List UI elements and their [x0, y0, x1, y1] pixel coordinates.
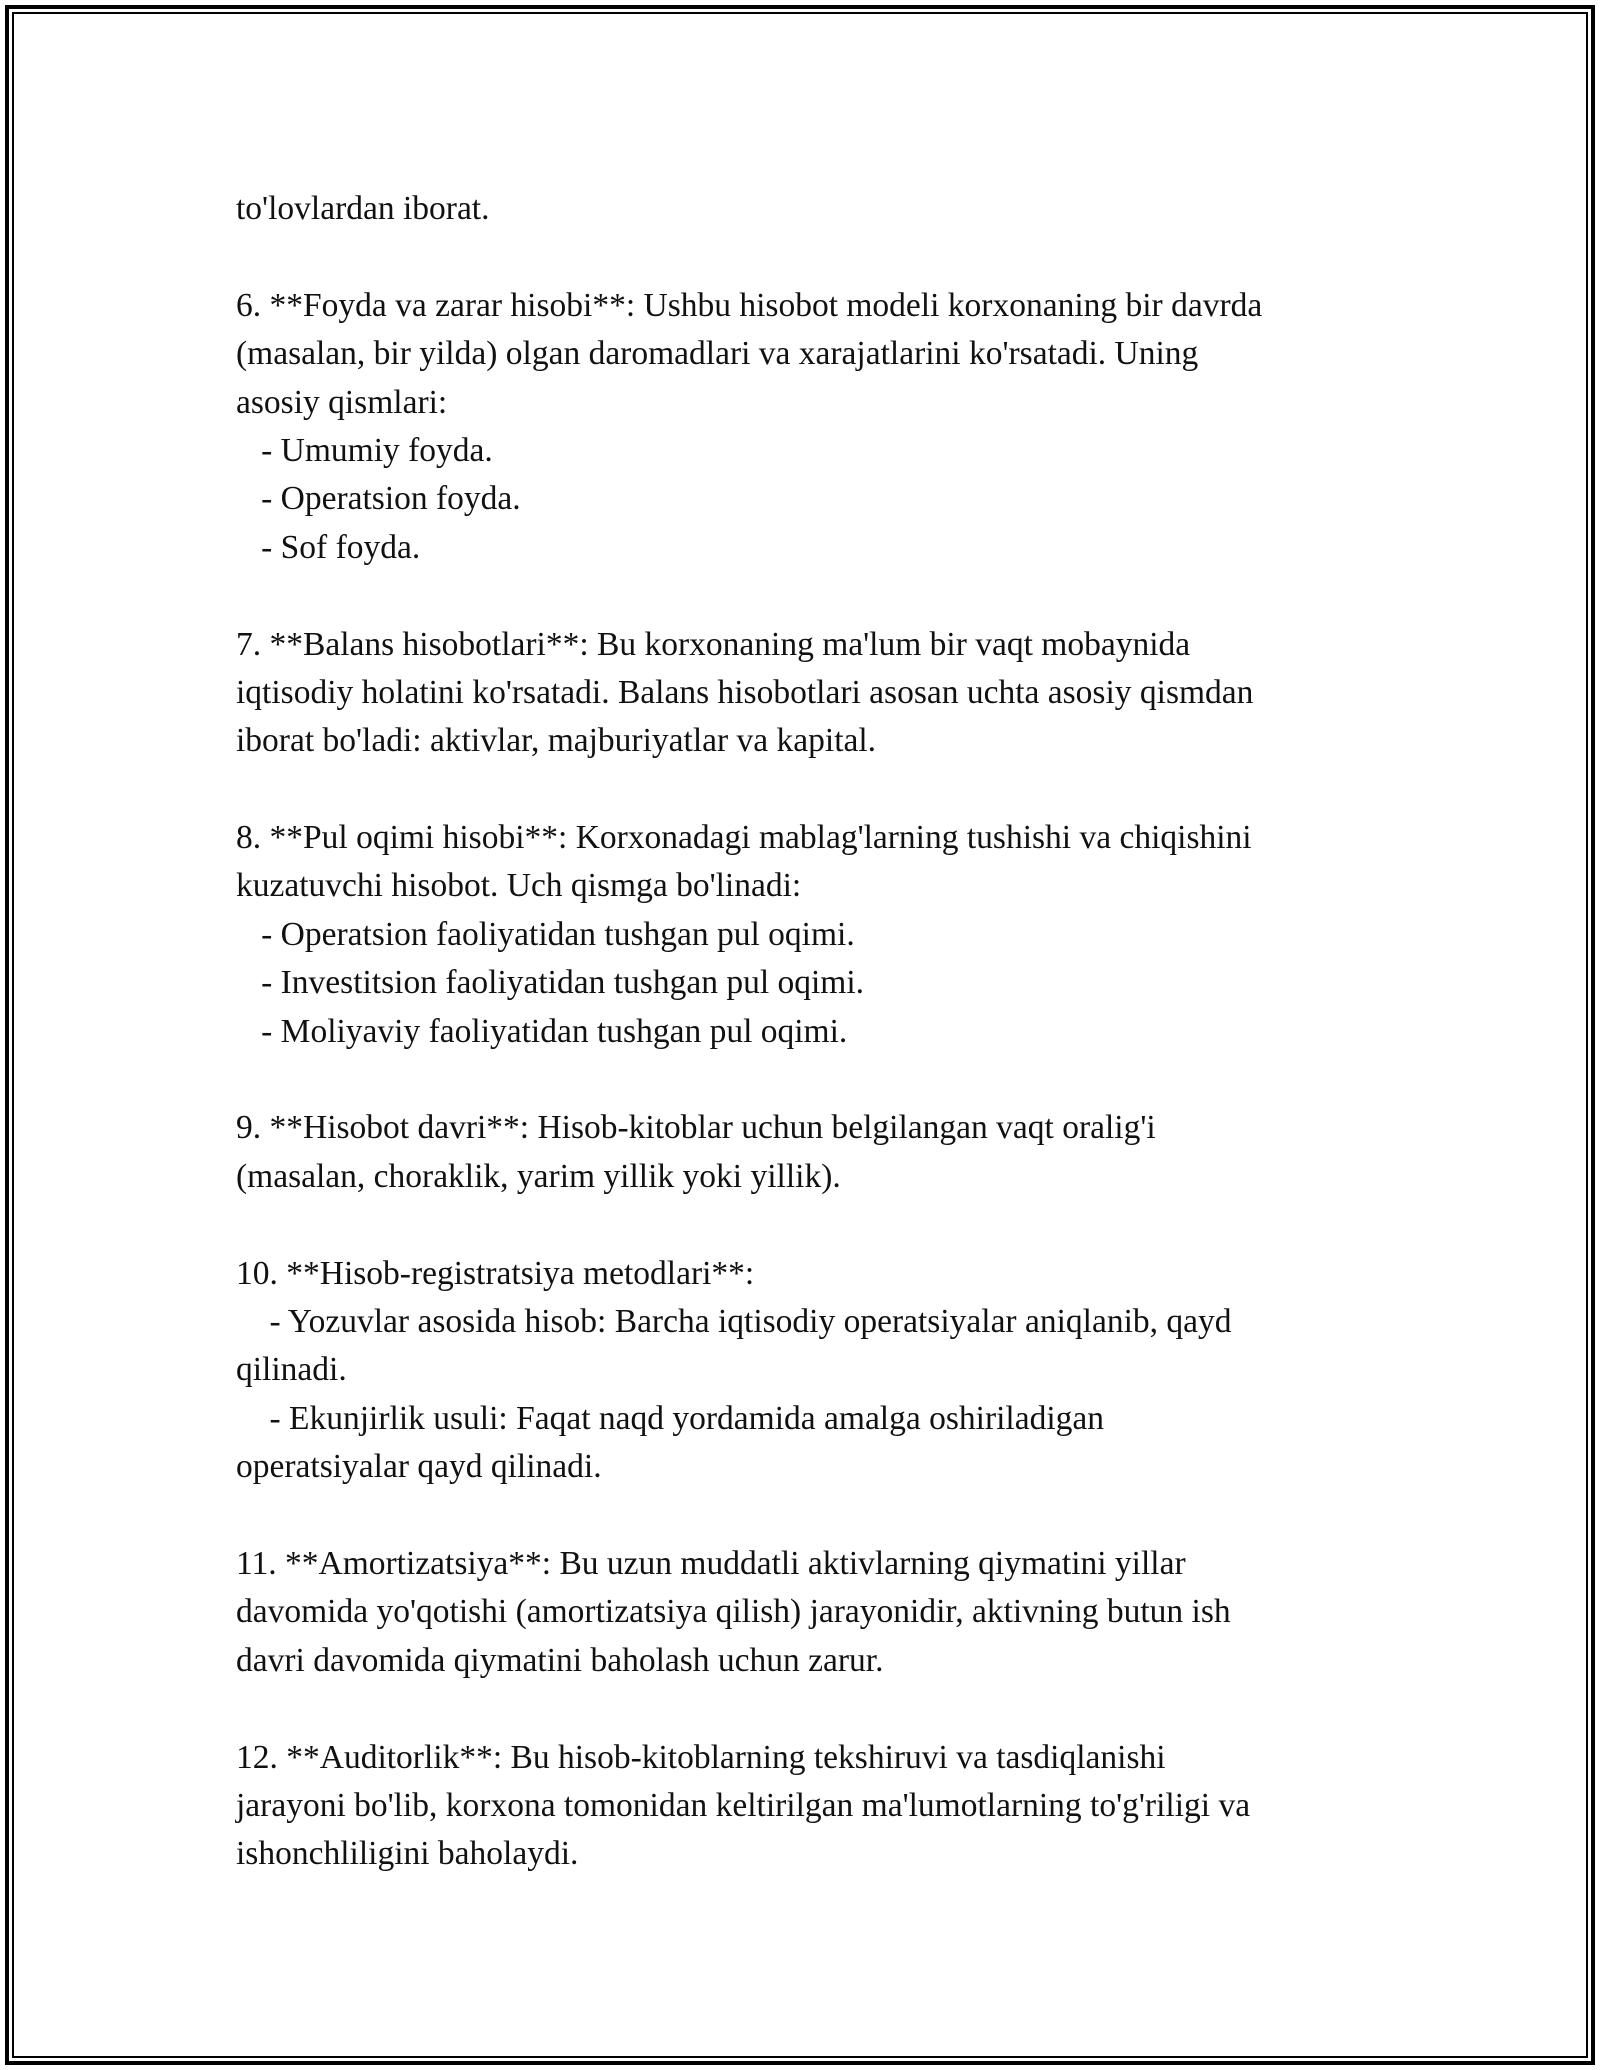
list-item: - Operatsion foyda.: [236, 480, 521, 518]
text-line: iborat bo'ladi: aktivlar, majburiyatlar va kapital.: [236, 722, 877, 760]
text-line: davri davomida qiymatini baholash uchun zarur.: [236, 1641, 884, 1679]
text-line: to'lovlardan iborat.: [236, 190, 490, 227]
text-line: 9. **Hisobot davri**: Hisob-kitoblar uchun belgilangan vaqt oralig'i: [236, 1109, 1156, 1147]
list-item: - Sof foyda.: [236, 528, 421, 566]
text-line: 12. **Auditorlik**: Bu hisob-kitoblarning tekshiruvi va tasdiqlanishi: [236, 1738, 1166, 1776]
list-item: - Yozuvlar asosida hisob: Barcha iqtisodiy operatsiyalar aniqlanib, qayd: [236, 1302, 1232, 1340]
list-item: - Operatsion faoliyatidan tushgan pul oqimi.: [236, 915, 855, 953]
text-line: kuzatuvchi hisobot. Uch qismga bo'linadi:: [236, 867, 802, 905]
text-line: (masalan, bir yilda) olgan daromadlari va xarajatlarini ko'rsatadi. Uning: [236, 335, 1199, 373]
text-line: qilinadi.: [236, 1351, 347, 1389]
blank-line: [236, 572, 1416, 620]
list-item: - Investitsion faoliyatidan tushgan pul oqimi.: [236, 964, 865, 1002]
text-line: ishonchliligini baholaydi.: [236, 1835, 579, 1873]
blank-line: [236, 1492, 1416, 1540]
text-line: davomida yo'qotishi (amortizatsiya qilish) jarayonidir, aktivning butun ish: [236, 1593, 1231, 1631]
text-line: 8. **Pul oqimi hisobi**: Korxonadagi mablag'larning tushishi va chiqishini: [236, 819, 1252, 857]
text-line: iqtisodiy holatini ko'rsatadi. Balans hisobotlari asosan uchta asosiy qismdan: [236, 673, 1254, 711]
document-body: [236, 185, 1416, 1879]
blank-line: [236, 233, 1416, 281]
text-line: 7. **Balans hisobotlari**: Bu korxonaning ma'lum bir vaqt mobaynida: [236, 625, 1191, 663]
list-item: - Moliyaviy faoliyatidan tushgan pul oqimi.: [236, 1012, 848, 1050]
text-line: operatsiyalar qayd qilinadi.: [236, 1448, 602, 1486]
text-line: (masalan, choraklik, yarim yillik yoki yillik).: [236, 1157, 841, 1195]
text-line: jarayoni bo'lib, korxona tomonidan keltirilgan ma'lumotlarning to'g'riligi va: [236, 1786, 1251, 1824]
text-line: asosiy qismlari:: [236, 383, 448, 421]
blank-line: [236, 1685, 1416, 1733]
blank-line: [236, 1056, 1416, 1104]
blank-line: [236, 1201, 1416, 1249]
list-item: - Umumiy foyda.: [236, 431, 493, 469]
text-line: 10. **Hisob-registratsiya metodlari**:: [236, 1254, 755, 1292]
text-line: 6. **Foyda va zarar hisobi**: Ushbu hisobot modeli korxonaning bir davrda: [236, 286, 1263, 324]
blank-line: [236, 766, 1416, 814]
text-line: 11. **Amortizatsiya**: Bu uzun muddatli aktivlarning qiymatini yillar: [236, 1544, 1186, 1582]
list-item: - Ekunjirlik usuli: Faqat naqd yordamida amalga oshiriladigan: [236, 1399, 1105, 1437]
